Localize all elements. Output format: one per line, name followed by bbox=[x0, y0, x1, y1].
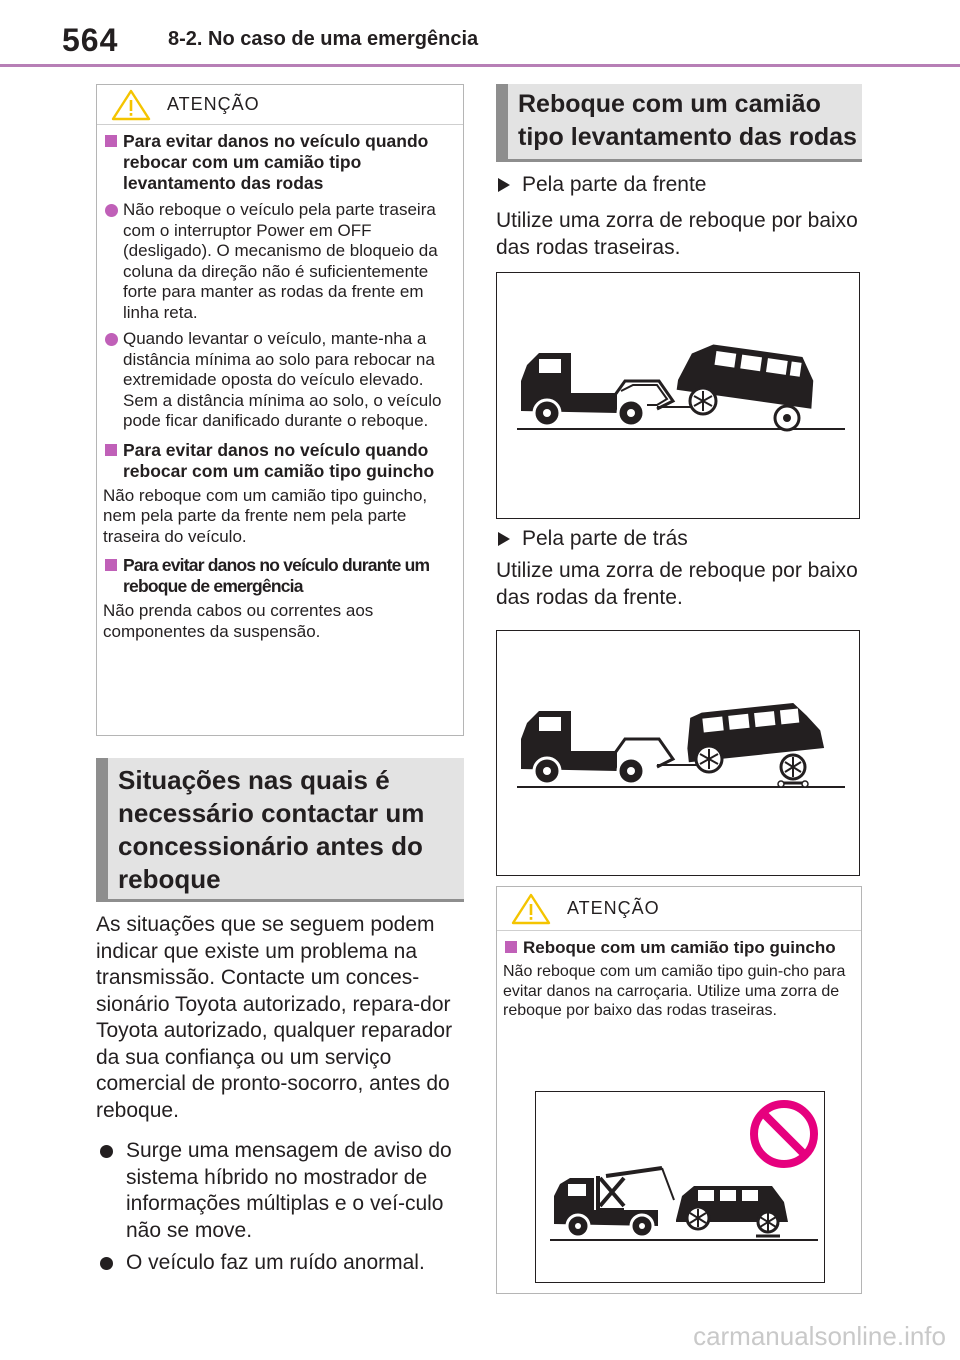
section-title: 8-2. No caso de uma emergência bbox=[168, 28, 479, 50]
warning-label: ATENÇÃO bbox=[567, 898, 660, 918]
warning-box-flatbed bbox=[496, 886, 862, 1294]
front-tow-illustration bbox=[496, 272, 860, 519]
situation-item: O veículo faz um ruído anormal. bbox=[96, 1250, 468, 1277]
warning-heading: Reboque com um camião tipo guincho bbox=[503, 937, 855, 958]
front-tow-text: Utilize uma zorra de reboque por baixo das rodas traseiras. bbox=[496, 209, 858, 259]
header-divider bbox=[0, 64, 960, 67]
front-tow-label: Pela parte da frente bbox=[496, 172, 862, 198]
situations-intro: As situações que se seguem podem indicar que existe um problema na transmissão. Contacte um conces-sionário Toyota autorizado, repara-dor Toyota autorizado, qualquer reparador da sua confiança ou um serviço comercial de pronto-socorro, antes do reboque. bbox=[96, 913, 453, 1122]
warning-triangle-icon bbox=[511, 893, 551, 930]
rear-tow-label: Pela parte de trás bbox=[496, 526, 862, 552]
warning-bullet: Quando levantar o veículo, mante-nha a distância mínima ao solo para rebocar na extremidade oposta do veículo elevado. Sem a distância mínima ao solo, o veículo pode ficar danificado durante o reboque. bbox=[103, 329, 457, 432]
warning-text: Não prenda cabos ou correntes aos componentes da suspensão. bbox=[103, 601, 374, 641]
warning-label: ATENÇÃO bbox=[167, 94, 260, 114]
warning-box-wheel-lift bbox=[96, 84, 464, 736]
warning-header bbox=[497, 887, 861, 931]
warning-heading: Para evitar danos no veículo quando rebocar com um camião tipo guincho bbox=[103, 440, 457, 482]
page-number: 564 bbox=[62, 22, 119, 58]
warning-header bbox=[97, 85, 463, 125]
prohibited-tow-illustration bbox=[535, 1091, 825, 1283]
rear-tow-text: Utilize uma zorra de reboque por baixo das rodas da frente. bbox=[496, 559, 858, 609]
situations-heading: Situações nas quais é necessário contactar um concessionário antes do reboque bbox=[96, 758, 464, 902]
warning-text: Não reboque com um camião tipo guincho, nem pela parte da frente nem pela parte traseira do veículo. bbox=[103, 485, 428, 546]
watermark: carmanualsonline.info bbox=[693, 1321, 946, 1351]
warning-triangle-icon bbox=[111, 89, 151, 126]
wheel-lift-heading: Reboque com um camião tipo levantamento das rodas bbox=[496, 84, 862, 162]
warning-text: Não reboque com um camião tipo guin-cho para evitar danos na carroçaria. Utilize uma zorra de reboque por baixo das rodas traseiras. bbox=[503, 963, 846, 1019]
situation-item: Surge uma mensagem de aviso do sistema híbrido no mostrador de informações múltiplas e o veí-culo não se move. bbox=[96, 1138, 468, 1244]
warning-heading: Para evitar danos no veículo quando rebocar com um camião tipo levantamento das rodas bbox=[103, 131, 457, 194]
rear-tow-illustration bbox=[496, 630, 860, 876]
warning-heading: Para evitar danos no veículo durante um reboque de emergência bbox=[103, 555, 457, 597]
prohibition-icon bbox=[754, 1104, 814, 1164]
warning-bullet: Não reboque o veículo pela parte traseira com o interruptor Power em OFF (desligado). O mecanismo de bloqueio da coluna da direção não é suficientemente forte para manter as rodas da frente em linha reta. bbox=[103, 200, 457, 323]
